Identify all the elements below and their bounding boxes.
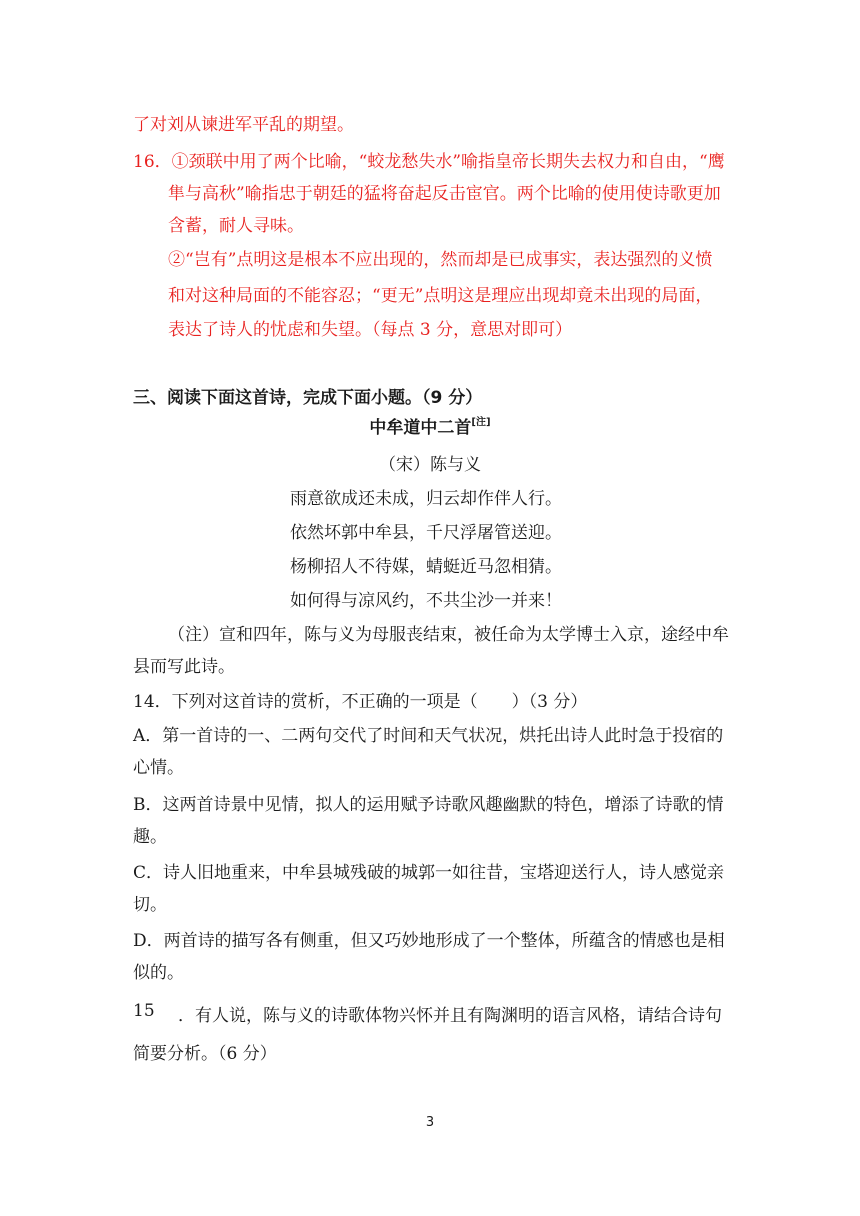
section-heading: 三、阅读下面这首诗，完成下面小题。（9 分） — [133, 388, 483, 408]
poem-title: 中牟道中二首[注] — [369, 417, 491, 438]
option-a-line-1: A．第一首诗的一、二两句交代了时间和天气状况，烘托出诗人此时急于投宿的 — [133, 726, 724, 746]
answer-16-line-3: 含蓄，耐人寻味。 — [168, 216, 304, 236]
poem-note-line-2: 县而写此诗。 — [133, 657, 235, 677]
poem-verse-3: 杨柳招人不待媒，蜻蜓近马忽相猜。 — [290, 557, 562, 577]
option-c-line-2: 切。 — [133, 895, 167, 915]
answer-16-line-1: 16．①颈联中用了两个比喻，“蛟龙愁失水”喻指皇帝长期失去权力和自由，“鹰 — [133, 152, 725, 172]
option-d-line-1: D．两首诗的描写各有侧重，但又巧妙地形成了一个整体，所蕴含的情感也是相 — [133, 931, 725, 951]
poem-author: （宋）陈与义 — [379, 455, 481, 475]
poem-verse-4: 如何得与凉风约，不共尘沙一并来！ — [290, 591, 562, 611]
question-15-line-2: 简要分析。（6 分） — [133, 1044, 277, 1064]
poem-verse-1: 雨意欲成还未成，归云却作伴人行。 — [290, 489, 562, 509]
option-b-line-1: B．这两首诗景中见情，拟人的运用赋予诗歌风趣幽默的特色，增添了诗歌的情 — [133, 795, 724, 815]
answer-16-line-2: 隼与高秋”喻指忠于朝廷的猛将奋起反击宦官。两个比喻的使用使诗歌更加 — [168, 184, 721, 204]
answer-16-line-6: 表达了诗人的忧虑和失望。（每点 3 分，意思对即可） — [168, 320, 573, 340]
option-a-line-2: 心情。 — [133, 758, 184, 778]
answer-16-line-5: 和对这种局面的不能容忍；“更无”点明这是理应出现却竟未出现的局面， — [168, 286, 713, 306]
poem-note-mark: [注] — [471, 417, 491, 428]
question-15-number: 15 — [133, 1001, 155, 1021]
question-14-stem: 14．下列对这首诗的赏析，不正确的一项是（ ）（3 分） — [133, 692, 588, 712]
poem-note-line-1: （注）宣和四年，陈与义为母服丧结束，被任命为太学博士入京，途经中牟 — [168, 625, 729, 645]
question-15-line-1: ．有人说，陈与义的诗歌体物兴怀并且有陶渊明的语言风格，请结合诗句 — [178, 1006, 722, 1026]
answer-continuation: 了对刘从谏进军平乱的期望。 — [133, 115, 354, 135]
option-b-line-2: 趣。 — [133, 827, 167, 847]
option-c-line-1: C．诗人旧地重来，中牟县城残破的城郭一如往昔，宝塔迎送行人，诗人感觉亲 — [133, 863, 725, 883]
option-d-line-2: 似的。 — [133, 963, 184, 983]
answer-16-line-4: ②“岂有”点明这是根本不应出现的，然而却是已成事实，表达强烈的义愤 — [168, 250, 713, 270]
poem-verse-2: 依然坏郭中牟县，千尺浮屠管送迎。 — [290, 523, 562, 543]
page-number: 3 — [425, 1115, 435, 1130]
